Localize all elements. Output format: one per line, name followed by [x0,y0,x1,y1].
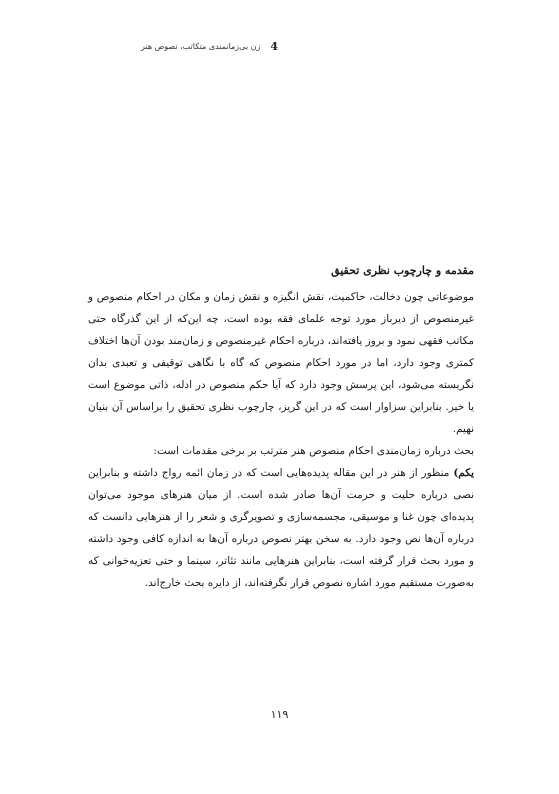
paragraph-2: بحث درباره زمان‌مندی احکام منصوص هنر مترتب بر برخی مقدمات است: [153,445,474,457]
paragraph-3-text: منظور از هنر در این مقاله پدیده‌هایی است که در زمان ائمه رواج داشته و بنابراین نصی درباره حلیت و حرمت آن‌ها صادر شده است. از میان هنرهای موجود می‌توان پدیده‌ای چون غنا و موسیقی، مجسمه‌سازی و تصویرگری و شعر را از هنرهایی دانست که درباره آن‌ها نص وجود دارد. به سخن بهتر نصوص درباره آن‌ها به اندازه کافی وجود داشته و مورد بحث قرار گرفته است، بنابراین هنرهایی مانند تئاتر، سینما و حتی تعزیه‌خوانی که به‌صورت مستقیم مورد اشاره نصوص قرار نگرفته‌اند، از دایره بحث خارج‌اند. [88,467,474,589]
bullet-label: یکم) [453,467,474,479]
running-header [98,40,278,53]
section-heading: مقدمه و چارچوب نظری تحقیق [331,264,474,277]
paragraph-3 [88,462,474,594]
paragraph-1: موضوعاتی چون دخالت، حاکمیت، نقش انگیزه و نقش زمان و مکان در احکام منصوص و غیرمنصوص از دیرباز مورد توجه علمای فقه بوده است، چه این‌که از این گذرگاه حتی مکاتب فقهی نمود و بروز یافته‌اند، درباره احکام غیرمنصوص و زمان‌مند بودن آن‌ها اختلاف کمتری وجود دارد، اما در مورد احکام منصوص که گاه با نگاهی توقیفی و تعبدی بدان نگریسته می‌شود، این پرسش وجود دارد که آیا حکم منصوص در ادله، ذاتی موضوع است یا خیر. بنابراین سزاوار است که در این گریز، چارچوب نظری تحقیق را براساس آن بنیان نهیم. [88,291,474,435]
page-number: ۱۱۹ [270,708,289,721]
main-text-block [88,260,474,594]
running-title: زن بی‌زمانمندی متکاتب، نصوص هنر [140,42,261,51]
header-page-number: 4 [270,40,278,53]
